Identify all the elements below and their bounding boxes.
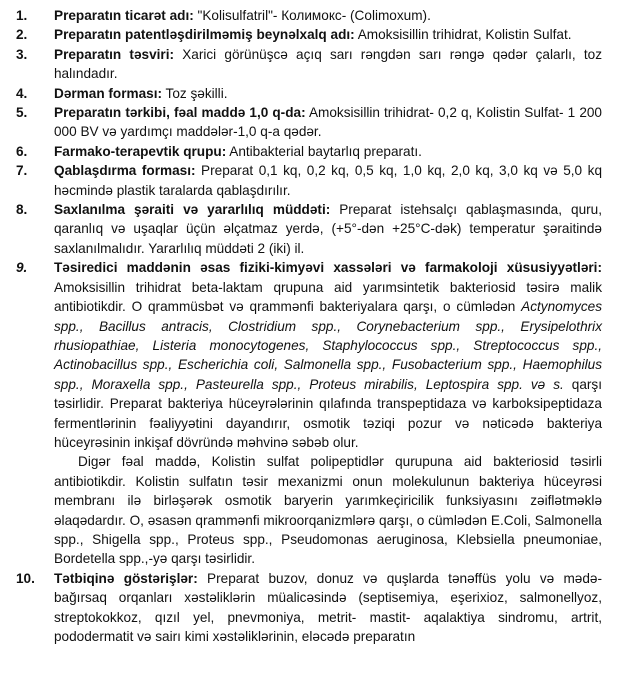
item-number: 4. — [16, 85, 28, 101]
item-label: Təsiredici maddənin əsas fiziki-kimyəvi xassələri və farmakoloji xüsusiyyətləri: — [54, 260, 602, 276]
item-3 — [16, 45, 602, 84]
item-text: Amoksisillin trihidrat, Kolistin Sulfat. — [354, 27, 572, 43]
item-text: qarşı təsirlidir. Preparat bakteriya hüceyrələrinin qılafında transpeptidaza və karboksipeptidaza fermentlərinin fəaliyyətini dayandırır, osmotik təziqi pozur və nəticədə bakteriya hüceyrəsinin inkişaf dövründə məhvinə səbəb olur. — [54, 376, 603, 450]
item-label: Preparatın tərkibi, fəal maddə 1,0 q-da: — [54, 105, 306, 121]
item-9-paragraph-1 — [54, 258, 602, 452]
item-label: Tətbiqinə göstərişlər: — [54, 570, 198, 586]
item-4 — [16, 84, 602, 103]
item-number: 6. — [16, 143, 28, 159]
item-number: 8. — [16, 202, 28, 218]
item-label: Farmako-terapevtik qrupu: — [54, 143, 227, 159]
item-label: Preparatın ticarət adı: — [54, 8, 194, 23]
item-2 — [16, 25, 602, 44]
item-number: 2. — [16, 27, 28, 43]
item-8 — [16, 200, 602, 258]
item-number: 5. — [16, 105, 28, 121]
item-label: Saxlanılma şəraiti və yararlılıq müddəti: — [54, 202, 331, 218]
item-9-paragraph-2: Digər fəal maddə, Kolistin sulfat polipeptidlər qurupuna aid bakteriosid təsirli antibiotikdir. Kolistin sulfatın təsir mexanizmi onun molekulunun bakteriya hüceyrəsi membranı ilə birləşərək osmotik baryerin yarımkeçiricilik funksiyasını zəiflətməklə əlaqədardır. O, əsasən qrammənfi mikroorqanizmlərə qarşı, o cümlədən E.Coli, Salmonella spp., Shigella spp., Proteus spp., Pseudomonas aeruginosa, Klebsiella pneumoniae, Bordetella spp.,-yə qarşı təsirlidir. — [54, 454, 602, 567]
item-label: Qablaşdırma forması: — [54, 163, 196, 179]
item-number: 1. — [16, 8, 28, 23]
item-text: Xarici görünüşcə açıq sarı rəngdən sarı rəngə qədər çalarlı, toz halındadır. — [54, 46, 602, 82]
item-text: "Kolisulfatril"- Колимокс- (Colimoxum). — [193, 8, 431, 23]
item-text: Antibakterial baytarlıq preparatı. — [226, 143, 422, 159]
bacteria-species-list: Actynomyces spp., Bacillus antracis, Clostridium spp., Corynebacterium spp., Erysipelothrix rhusiopathiae, Listeria monocytogenes, Staphylococcus spp., Streptococcus spp., Actinobacillus spp., Escherichia coli, Salmonella spp., Fusobacterium spp., Haemophilus spp., Moraxella spp., Pasteurella spp., Proteus mirabilis, Leptospira spp. və s. — [54, 299, 602, 392]
item-text: Toz şəkilli. — [162, 85, 228, 101]
item-label: Preparatın patentləşdirilməmiş beynəlxalq adı: — [54, 27, 355, 43]
item-text: Preparat 0,1 kq, 0,2 kq, 0,5 kq, 1,0 kq, 2,0 kq, 3,0 kq və 5,0 kq həcmində plastik taralarda qablaşdırılır. — [54, 163, 602, 198]
item-text: Preparat buzov, donuz və quşlarda tənəffüs yolu və mədə- bağırsaq orqanları xəstəliklərin müalicəsində (septisemiya, eşerixioz, salmonellyoz, streptokokkoz, qızıl yel, pnevmoniya, metrit- mastit- aqalaktiya sindromu, artrit, pododermatit və sairı kimi xəstəliklərinin, eləcədə preparatın — [54, 570, 602, 644]
item-number: 3. — [16, 46, 28, 62]
item-9 — [16, 258, 602, 569]
item-number: 7. — [16, 163, 28, 179]
item-label: Preparatın təsviri: — [54, 46, 175, 62]
item-10 — [16, 569, 602, 647]
item-text: Preparat istehsalçı qablaşmasında, quru, qaranlıq və uşaqlar üçün əlçatmaz yerdə, (+5°-dən +25°C-dək) temperatur şəraitində saxlanılmalıdır. Yararlılıq müddəti 2 (iki) il. — [54, 202, 602, 256]
item-6 — [16, 142, 602, 161]
item-number: 9. — [16, 260, 28, 276]
item-text: Amoksisillin trihidrat beta-laktam qrupuna aid yarımsintetik bakteriosid təsirə malik antibiotikdir. O qrammüsbət və qrammənfi bakteriyalara qarşı, o cümlədən — [54, 279, 602, 315]
item-5 — [16, 103, 602, 142]
item-number: 10. — [16, 570, 35, 586]
item-label: Dərman forması: — [54, 85, 163, 101]
item-7 — [16, 161, 602, 200]
item-text: Amoksisillin trihidrat- 0,2 q, Kolistin Sulfat- 1 200 000 BV və yardımçı maddələr-1,0 q-a qədər. — [54, 105, 602, 140]
item-1 — [16, 6, 602, 25]
